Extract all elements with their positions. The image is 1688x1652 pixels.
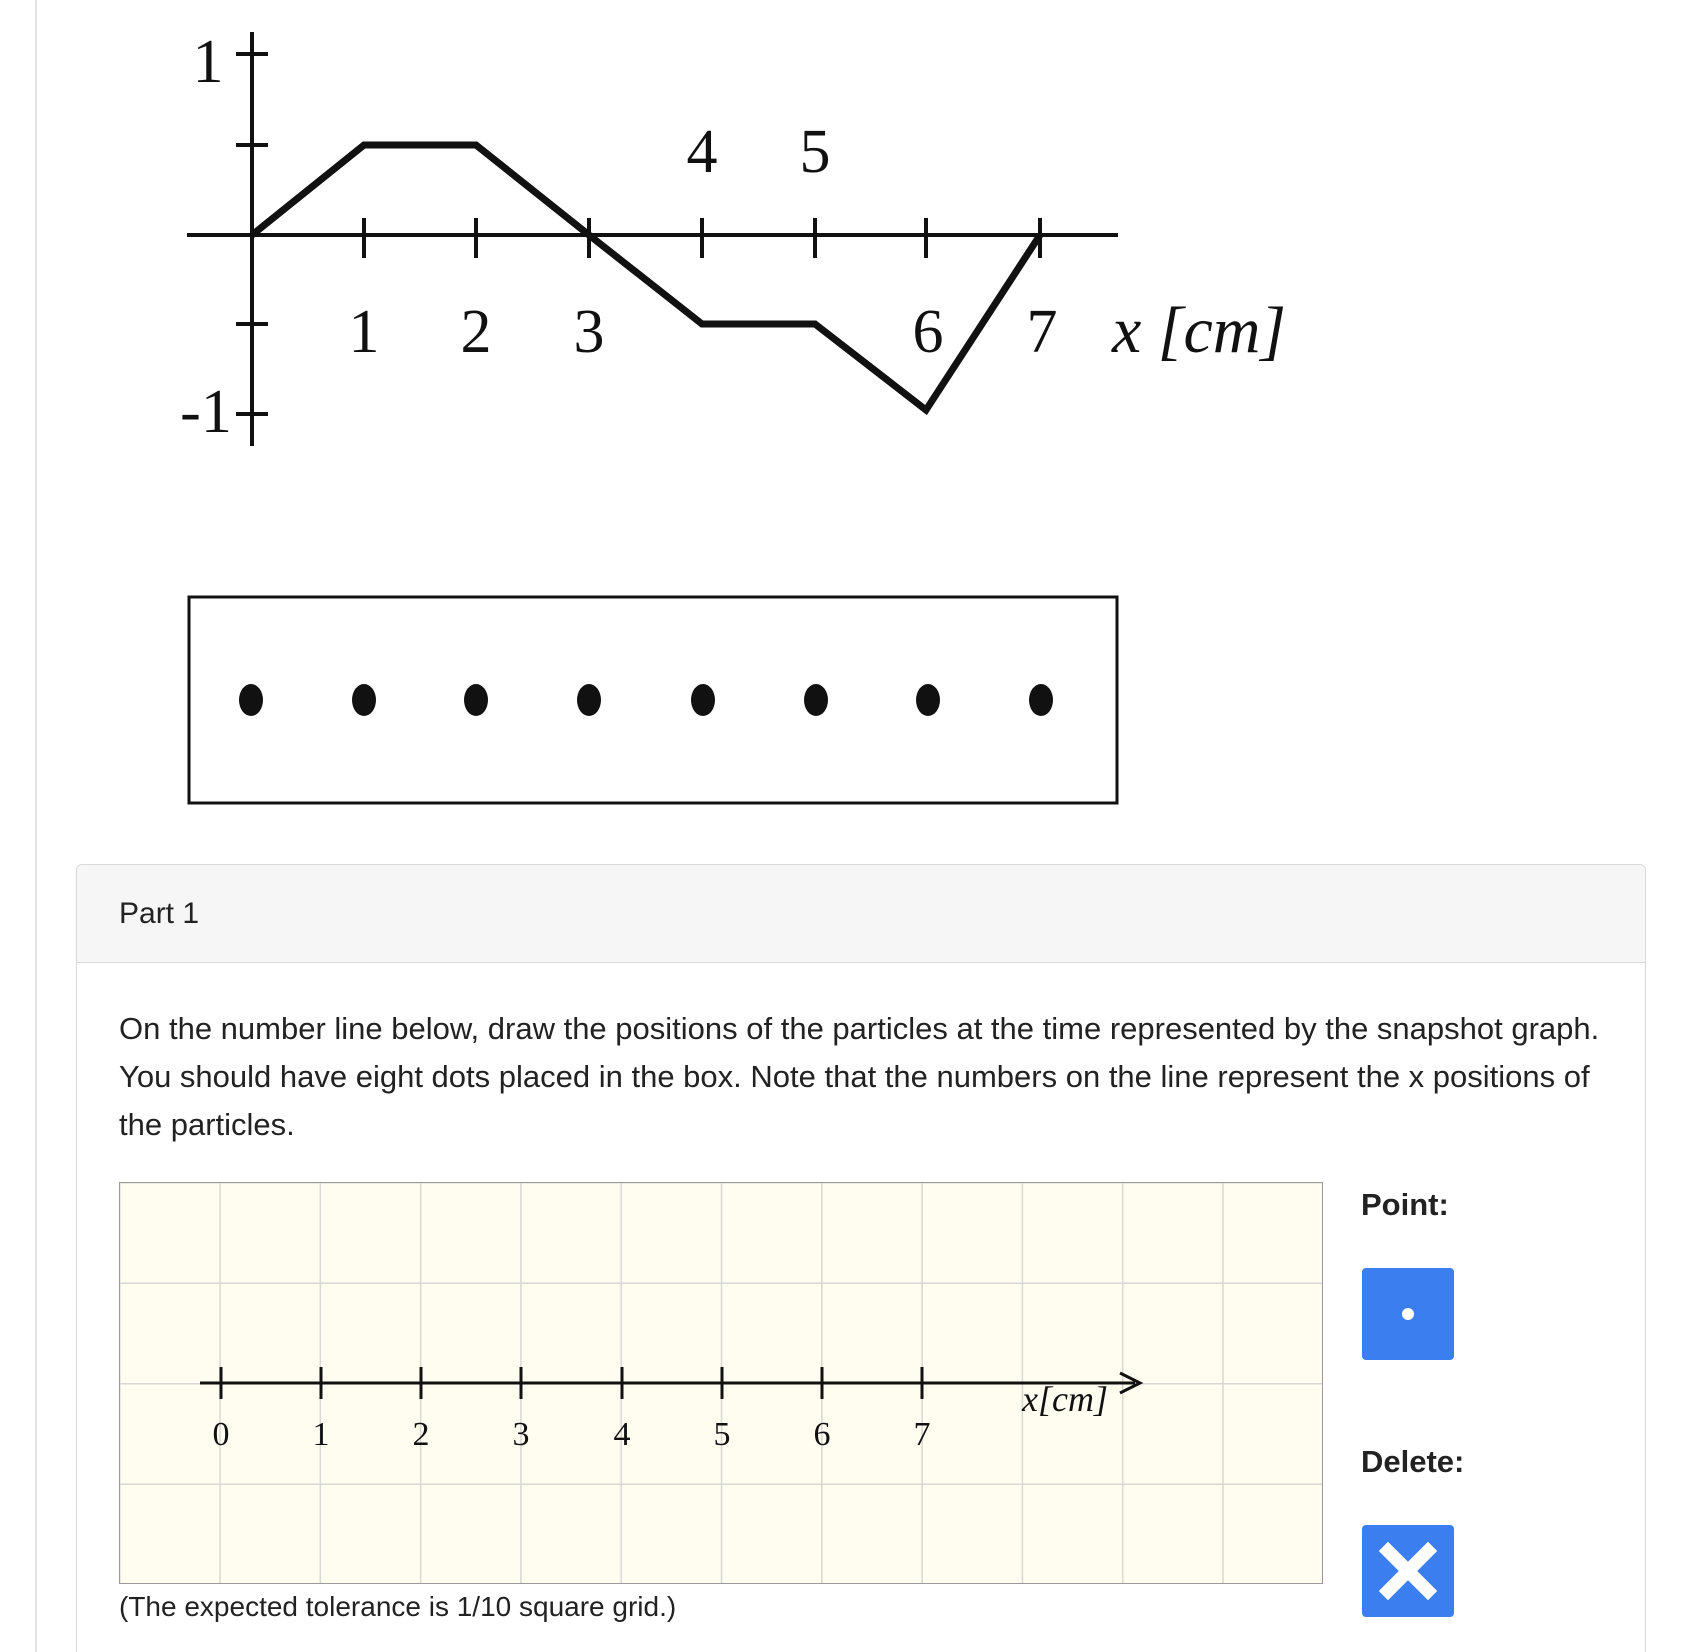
part-header <box>77 865 1645 963</box>
particle-dot <box>352 684 376 716</box>
y-tick-label-bottom: -1 <box>180 378 232 446</box>
y-tick-label-top: 1 <box>192 28 224 96</box>
x-tick-label-3: 3 <box>573 298 605 366</box>
particle-dot <box>239 684 263 716</box>
drawing-canvas[interactable] <box>119 1182 1323 1584</box>
number-line-label: 5 <box>713 1416 731 1453</box>
particle-dot <box>804 684 828 716</box>
point-tool-label: Point: <box>1361 1187 1449 1222</box>
particle-dot <box>691 684 715 716</box>
x-tick-label-7: 7 <box>1026 298 1058 366</box>
point-tool-button[interactable] <box>1362 1268 1454 1360</box>
delete-tool-button[interactable] <box>1362 1525 1454 1617</box>
close-icon <box>1378 1541 1438 1601</box>
number-line-label: 7 <box>913 1416 931 1453</box>
number-line-label: 6 <box>813 1416 831 1453</box>
x-tick-label-2: 2 <box>460 298 492 366</box>
x-tick-label-4: 4 <box>686 118 718 186</box>
x-tick-label-5: 5 <box>799 118 831 186</box>
part-card <box>76 864 1646 1652</box>
particle-dots <box>239 684 1053 716</box>
number-line-label: 4 <box>613 1416 631 1453</box>
part-title: Part 1 <box>119 897 200 930</box>
particle-dot <box>464 684 488 716</box>
number-line-axis-label: x[cm] <box>1022 1379 1108 1419</box>
particle-box <box>189 597 1117 803</box>
point-icon <box>1402 1308 1414 1320</box>
particle-dot <box>916 684 940 716</box>
particle-dot <box>1029 684 1053 716</box>
tolerance-note: (The expected tolerance is 1/10 square grid.) <box>119 1591 677 1622</box>
number-line-label: 1 <box>312 1416 330 1453</box>
x-tick-label-6: 6 <box>912 298 944 366</box>
question-text: On the number line below, draw the positions of the particles at the time represented by the snapshot graph. You should have eight dots placed in the box. Note that the numbers on the line represent the x positions of the particles. <box>119 1011 1600 1142</box>
delete-tool-label: Delete: <box>1361 1444 1465 1479</box>
x-tick-label-1: 1 <box>348 298 380 366</box>
number-line-label: 2 <box>412 1416 430 1453</box>
x-axis-label: x [cm] <box>1112 294 1287 367</box>
number-line-label: 0 <box>212 1416 230 1453</box>
waveform-line <box>252 145 1040 410</box>
particle-dot <box>577 684 601 716</box>
number-line <box>120 1183 1323 1584</box>
number-line-label: 3 <box>512 1416 530 1453</box>
